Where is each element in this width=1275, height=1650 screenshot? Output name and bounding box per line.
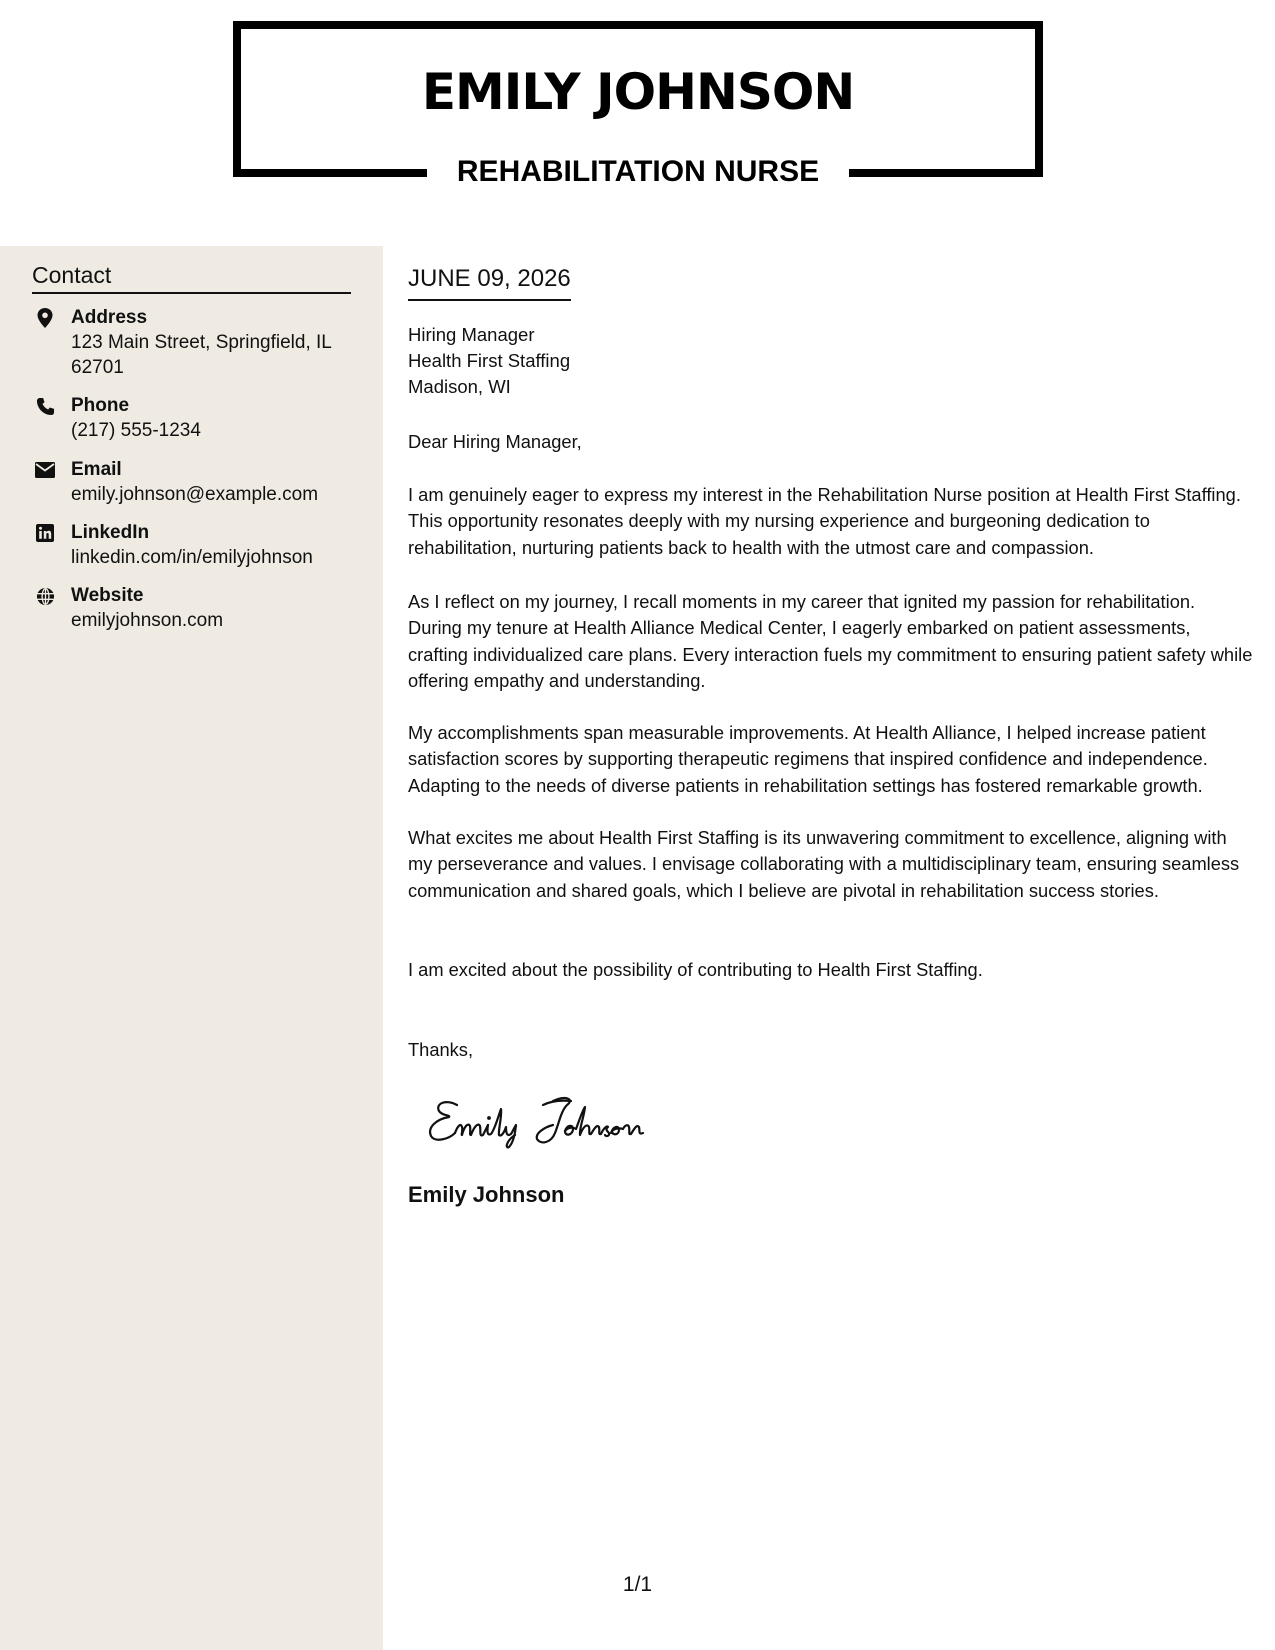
- letter-paragraph: I am excited about the possibility of contributing to Health First Staffing.: [408, 959, 983, 980]
- globe-icon: [32, 585, 58, 607]
- letter-paragraph: What excites me about Health First Staffing is its unwavering commitment to excellence, aligning with my perseverance and values. I envisage collaborating with a multidisciplinary team, ensuring seamless communication and shared goals, which I believe are pivotal in rehabilitation success stories.: [408, 827, 1240, 901]
- recipient-line: Madison, WI: [408, 376, 511, 397]
- contact-label: Email: [71, 459, 122, 480]
- map-pin-icon: [32, 307, 58, 329]
- contact-label: LinkedIn: [71, 522, 150, 543]
- contact-heading: Contact: [32, 261, 351, 294]
- letter-paragraph: As I reflect on my journey, I recall moments in my career that ignited my passion for rehabilitation. During my tenure at Health Alliance Medical Center, I eagerly embarked on patient assessments, crafting individualized care plans. Every interaction fuels my commitment to ensuring patient safety while offering empathy and understanding.: [408, 591, 1253, 691]
- job-title: REHABILITATION NURSE: [456, 155, 820, 188]
- contact-value: emily.johnson@example.com: [71, 484, 319, 505]
- closing: Thanks,: [408, 1039, 474, 1060]
- contact-value: linkedin.com/in/emilyjohnson: [71, 547, 313, 568]
- candidate-name: EMILY JOHNSON: [421, 63, 855, 121]
- contact-value: emilyjohnson.com: [71, 610, 224, 631]
- letter-paragraph: I am genuinely eager to express my interest in the Rehabilitation Nurse position at Health First Staffing. This opportunity resonates deeply with my nursing experience and burgeoning dedication to rehabilitation, nurturing patients back to health with the utmost care and compassion.: [408, 484, 1241, 558]
- letter-date: JUNE 09, 2026: [408, 264, 571, 301]
- greeting: Dear Hiring Manager,: [408, 431, 582, 452]
- page-number: 1/1: [622, 1573, 653, 1596]
- contact-label: Phone: [71, 395, 130, 416]
- linkedin-icon: [32, 522, 58, 544]
- contact-sidebar: [0, 246, 383, 1650]
- phone-icon: [32, 395, 58, 417]
- contact-label: Website: [71, 585, 144, 606]
- envelope-icon: [32, 459, 58, 481]
- letter-paragraph: My accomplishments span measurable improvements. At Health Alliance, I helped increase patient satisfaction scores by supporting therapeutic regimens that inspired confidence and independence. Adapting to the needs of diverse patients in rehabilitation settings has fostered remarkable growth.: [408, 722, 1208, 796]
- handwritten-signature: [425, 1091, 665, 1151]
- signed-name: Emily Johnson: [408, 1182, 565, 1207]
- contact-label: Address: [71, 307, 148, 328]
- recipient-line: Health First Staffing: [408, 350, 571, 371]
- contact-value: 123 Main Street, Springfield, IL 62701: [71, 332, 332, 378]
- recipient-block: [408, 322, 570, 400]
- contact-value: (217) 555-1234: [71, 420, 201, 441]
- recipient-line: Hiring Manager: [408, 324, 535, 345]
